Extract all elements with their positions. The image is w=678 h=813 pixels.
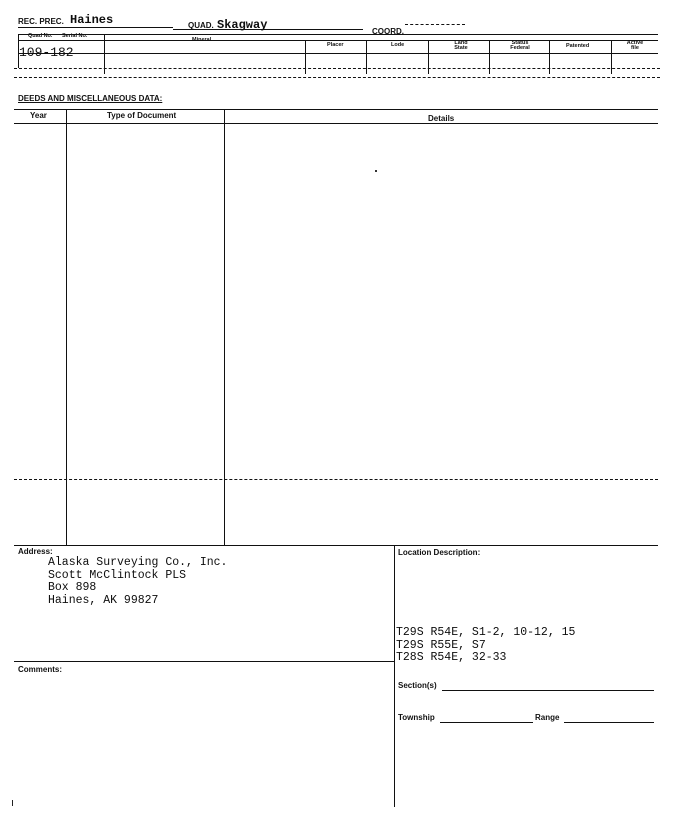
rec-prec-label: REC. PREC. — [18, 17, 64, 26]
range-label: Range — [535, 713, 560, 722]
col-mineral: Mineral — [192, 37, 212, 43]
comments-label: Comments: — [18, 665, 63, 674]
address-line: Box 898 — [48, 581, 97, 594]
col-patented: Patented — [566, 43, 590, 49]
address-line: Alaska Surveying Co., Inc. — [48, 556, 228, 569]
quad-no-value: 109-182 — [19, 45, 74, 60]
col-placer: Placer — [327, 42, 344, 48]
scan-dot — [375, 170, 377, 172]
col-land-state: Land State — [454, 40, 468, 51]
address-block — [48, 557, 227, 607]
deeds-title: DEEDS AND MISCELLANEOUS DATA: — [18, 94, 163, 103]
section-label: Section(s) — [398, 681, 437, 690]
col-type-of-document: Type of Document — [107, 111, 177, 120]
address-line: Scott McClintock PLS — [48, 568, 187, 582]
col-lode: Lode — [391, 42, 405, 48]
address-line: Haines, AK 99827 — [48, 593, 159, 607]
quad-label: QUAD. — [188, 21, 214, 30]
col-active-file: Active file — [626, 40, 644, 51]
location-line: T28S R54E, 32-33 — [396, 651, 507, 664]
coord-label: COORD. — [372, 27, 404, 36]
scan-mark — [12, 800, 13, 806]
col-serial-no: Serial No. — [62, 33, 88, 39]
location-description-label: Location Description: — [398, 548, 481, 557]
col-quad-no: Quad No. — [28, 33, 53, 39]
location-lines — [396, 627, 575, 665]
col-year: Year — [30, 111, 47, 120]
col-status-federal: Status Federal — [510, 40, 530, 51]
address-label: Address: — [18, 547, 53, 556]
township-label: Township — [398, 713, 435, 722]
quad-value: Skagway — [217, 18, 268, 32]
location-line: T29S R54E, S1-2, 10-12, 15 — [396, 626, 576, 639]
rec-prec-value: Haines — [70, 13, 114, 27]
location-line: T29S R55E, S7 — [396, 638, 486, 652]
col-details: Details — [428, 114, 455, 123]
